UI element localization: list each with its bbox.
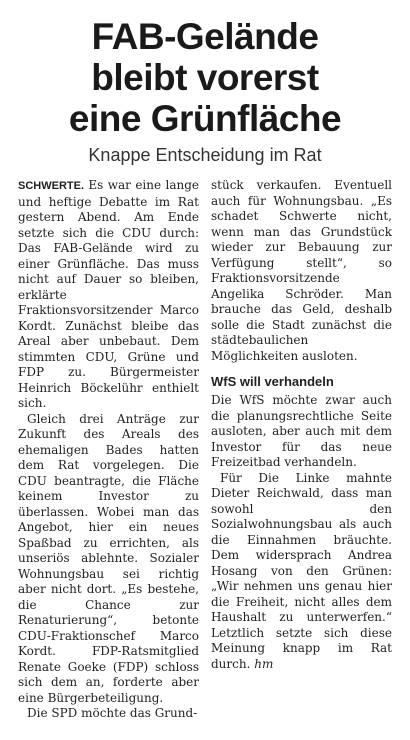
column-left bbox=[18, 178, 199, 722]
headline-line-3: eine Grünfläche bbox=[68, 98, 342, 139]
paragraph bbox=[18, 178, 199, 412]
article-body bbox=[18, 178, 392, 722]
paragraph: Gleich drei Anträge zur Zukunft des Areals des ehemaligen Bades hatten dem Rat vorgelegen. Die CDU beantragte, die Fläche keinem Investor zu überlassen. Wobei man das Angebot, hier ein neues Spaßbad zu errichten, als unseriös ablehnte. Sozialer Wohnungsbau sei richtig aber nicht dort. „Es bestehe, die Chance zur Renaturierung“, betonte CDU-Fraktionschef Marco Kordt. FDP-Ratsmitglied Renate Goeke (FDP) schloss sich dem an, forderte aber eine Bürgerbeteiligung. bbox=[18, 411, 199, 705]
section-heading: WfS will verhandeln bbox=[211, 374, 334, 389]
paragraph-text: Es war eine lange und heftige Debatte im Rat gestern Abend. Am Ende setzte sich die CDU durch: Das FAB-Gelände wird zu einer Grünfläche. Das muss nicht auf Dauer so bleiben, erklärte Fraktionsvorsitzender Marco Kordt. Zunächst bleibe das Areal aber unbebaut. Dem stimmten CDU, Grüne und FDP zu. Bürgermeister Heinrich Böckelühr enthielt sich. bbox=[18, 178, 199, 410]
paragraph: Die SPD möchte das Grund- bbox=[27, 706, 198, 720]
paragraph: Die WfS möchte zwar auch die planungsrechtliche Seite ausloten, aber auch mit dem Investor für das neue Freizeitbad verhandeln. bbox=[211, 393, 392, 469]
dateline: SCHWERTE. bbox=[18, 180, 84, 192]
paragraph: stück verkaufen. Eventuell auch für Wohnungsbau. „Es schadet Schwerte nicht, wenn man das Grundstück wieder zur Bebauung zur Verfügung stellt“, so Fraktionsvorsitzende Angelika Schröder. Man brauche das Geld, deshalb solle die Stadt zunächst die städtebaulichen Möglichkeiten ausloten. bbox=[211, 178, 392, 363]
paragraph bbox=[211, 471, 392, 673]
headline bbox=[18, 16, 392, 139]
subheadline: Knappe Entscheidung im Rat bbox=[88, 145, 322, 165]
headline-line-1: FAB-Gelände bbox=[91, 16, 319, 57]
paragraph-text: Für Die Linke mahnte Dieter Reichwald, dass man sowohl den Sozialwohnungsbau als auch die Einnahmen bräuchte. Dem widersprach Andrea Hosang von den Grünen: „Wir nehmen uns genau hier die Freiheit, nicht alles dem Haushalt zu unterwerfen.“ Letztlich setzte sich diese Meinung knapp im Rat durch. bbox=[211, 470, 392, 671]
headline-line-2: bleibt vorerst bbox=[91, 57, 319, 98]
author-initials: hm bbox=[254, 656, 274, 671]
column-right bbox=[211, 178, 392, 722]
